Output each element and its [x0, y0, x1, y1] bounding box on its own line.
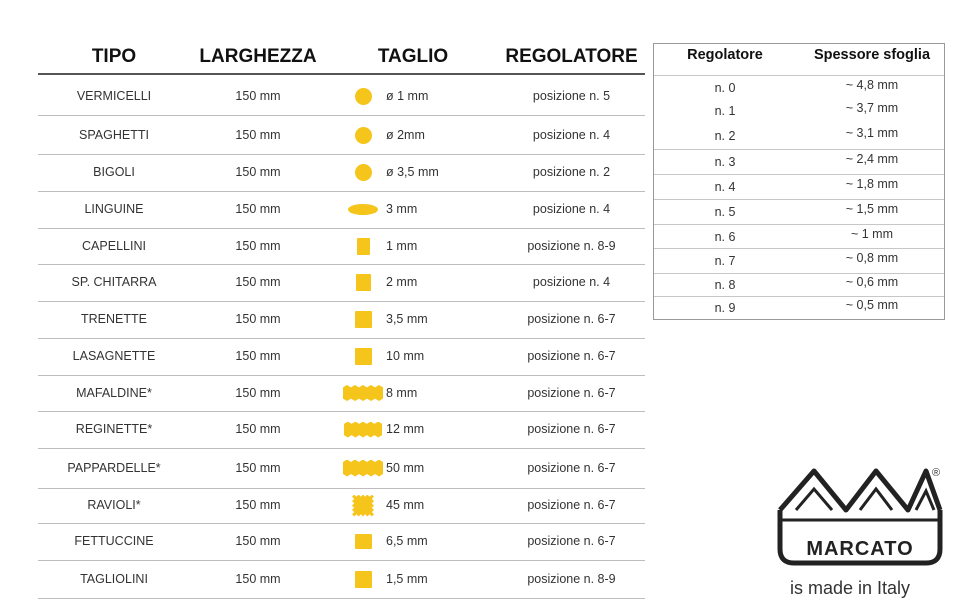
thickness-row	[654, 248, 944, 274]
regulator-position: posizione n. 6-7	[527, 498, 616, 512]
sheet-thickness: ~ 3,1 mm	[845, 126, 899, 140]
sheet-thickness: ~ 0,6 mm	[845, 275, 899, 289]
regulator-position: posizione n. 6-7	[527, 386, 616, 400]
pasta-type: PAPPARDELLE*	[67, 461, 161, 475]
cut-size: ø 3,5 mm	[386, 165, 439, 179]
regulator-number: n. 5	[714, 205, 736, 219]
cut-size: ø 1 mm	[386, 89, 429, 103]
cut-size: 2 mm	[386, 275, 418, 289]
table-row	[38, 228, 645, 265]
pasta-type: SPAGHETTI	[79, 128, 149, 142]
cut-shape-cell	[338, 488, 388, 523]
table-row	[38, 560, 645, 599]
cut-shape-cell	[338, 228, 388, 264]
cut-shape-cell	[338, 264, 388, 301]
regulator-position: posizione n. 4	[532, 128, 611, 142]
sheet-thickness: ~ 0,5 mm	[845, 298, 899, 312]
square-icon	[357, 238, 370, 255]
cut-shape-cell	[338, 448, 388, 488]
cut-shape-cell	[338, 117, 388, 154]
sheet-thickness: ~ 4,8 mm	[845, 78, 899, 92]
regulator-position: posizione n. 6-7	[527, 349, 616, 363]
wavy-strip-icon	[343, 385, 383, 401]
pasta-type: LASAGNETTE	[72, 349, 156, 363]
square-icon	[355, 534, 372, 549]
pasta-width: 150 mm	[235, 128, 281, 142]
header-divider	[38, 73, 645, 75]
regulator-position: posizione n. 2	[532, 165, 611, 179]
pasta-type: BIGOLI	[93, 165, 135, 179]
regulator-number: n. 3	[714, 155, 736, 169]
cut-shape-cell	[338, 191, 388, 228]
table-row	[38, 191, 645, 229]
cut-size: 6,5 mm	[386, 534, 428, 548]
table-row	[38, 301, 645, 339]
cut-size: 10 mm	[386, 349, 425, 363]
regulator-position: posizione n. 8-9	[527, 572, 616, 586]
cut-size: 45 mm	[386, 498, 425, 512]
regulator-position: posizione n. 5	[532, 89, 611, 103]
regulator-position: posizione n. 8-9	[527, 239, 616, 253]
table-row	[38, 77, 645, 116]
brand-tagline: is made in Italy	[790, 578, 911, 598]
table-row	[38, 154, 645, 192]
header-taglio: TAGLIO	[377, 46, 449, 67]
table-row	[38, 488, 645, 524]
pasta-type: TRENETTE	[81, 312, 147, 326]
regulator-position: posizione n. 4	[532, 202, 611, 216]
wavy-strip-icon	[344, 422, 382, 438]
cut-shape-cell	[338, 560, 388, 598]
wavy-strip-icon	[343, 460, 383, 477]
circle-icon	[355, 164, 372, 181]
cut-shape-cell	[338, 338, 388, 375]
thickness-row	[654, 149, 944, 175]
cut-shape-cell	[338, 154, 388, 191]
header-regolatore: REGOLATORE	[505, 46, 638, 67]
table-row	[38, 523, 645, 561]
cut-size: 12 mm	[386, 422, 425, 436]
pasta-type: FETTUCCINE	[74, 534, 154, 548]
square-icon	[356, 274, 371, 291]
pasta-type: CAPELLINI	[82, 239, 146, 253]
table-row	[38, 264, 645, 302]
thickness-row	[654, 75, 944, 100]
pasta-width: 150 mm	[235, 89, 281, 103]
cut-size: ø 2mm	[386, 128, 425, 142]
cut-shape-cell	[338, 375, 388, 411]
regulator-number: n. 6	[714, 230, 736, 244]
circle-icon	[355, 88, 372, 105]
table-row	[38, 338, 645, 376]
regulator-number: n. 8	[714, 278, 736, 292]
thickness-row	[654, 273, 944, 297]
cut-size: 8 mm	[386, 386, 418, 400]
sheet-thickness: ~ 3,7 mm	[845, 101, 899, 115]
sheet-thickness: ~ 1,8 mm	[845, 177, 899, 191]
sheet-thickness: ~ 1,5 mm	[845, 202, 899, 216]
regulator-number: n. 2	[714, 129, 736, 143]
ellipse-icon	[348, 204, 378, 215]
pasta-type: SP. CHITARRA	[71, 275, 157, 289]
cut-shape-cell	[338, 523, 388, 560]
pasta-width: 150 mm	[235, 202, 281, 216]
square-icon	[355, 311, 372, 328]
sheet-thickness: ~ 2,4 mm	[845, 152, 899, 166]
pasta-width: 150 mm	[235, 386, 281, 400]
cut-size: 1,5 mm	[386, 572, 428, 586]
header-larghezza: LARGHEZZA	[199, 46, 317, 67]
regulator-position: posizione n. 6-7	[527, 422, 616, 436]
regulator-number: n. 7	[714, 254, 736, 268]
regulator-position: posizione n. 6-7	[527, 534, 616, 548]
regulator-number: n. 1	[714, 104, 736, 118]
thickness-row	[654, 296, 944, 319]
pasta-width: 150 mm	[235, 461, 281, 475]
pasta-width: 150 mm	[235, 312, 281, 326]
pasta-type: REGINETTE*	[75, 422, 153, 436]
sheet-thickness: ~ 0,8 mm	[845, 251, 899, 265]
pasta-width: 150 mm	[235, 422, 281, 436]
thickness-row	[654, 99, 944, 124]
pasta-width: 150 mm	[235, 534, 281, 548]
header-spessore: Spessore sfoglia	[813, 47, 931, 63]
cut-shape-cell	[338, 411, 388, 448]
table-row	[38, 448, 645, 489]
table-row	[38, 117, 645, 155]
square-icon	[355, 571, 372, 588]
regulator-number: n. 9	[714, 301, 736, 315]
sheet-thickness: ~ 1 mm	[850, 227, 894, 241]
pasta-width: 150 mm	[235, 572, 281, 586]
thickness-row	[654, 199, 944, 225]
pasta-width: 150 mm	[235, 165, 281, 179]
cut-size: 3 mm	[386, 202, 418, 216]
pasta-type: TAGLIOLINI	[80, 572, 148, 586]
registered-mark: ®	[932, 467, 941, 479]
cut-size: 50 mm	[386, 461, 425, 475]
pasta-type: MAFALDINE*	[76, 386, 152, 400]
pasta-width: 150 mm	[235, 275, 281, 289]
cut-size: 1 mm	[386, 239, 418, 253]
brand-name: MARCATO	[806, 538, 914, 560]
table-row	[38, 411, 645, 449]
regulator-position: posizione n. 6-7	[527, 312, 616, 326]
thickness-row	[654, 224, 944, 249]
pasta-width: 150 mm	[235, 498, 281, 512]
thickness-row	[654, 174, 944, 200]
circle-icon	[355, 127, 372, 144]
pasta-width: 150 mm	[235, 349, 281, 363]
pasta-width: 150 mm	[235, 239, 281, 253]
regulator-number: n. 0	[714, 81, 736, 95]
ravioli-icon	[352, 495, 374, 517]
header-regolatore-side: Regolatore	[687, 47, 763, 63]
header-tipo: TIPO	[91, 46, 137, 67]
square-icon	[355, 348, 372, 365]
cut-shape-cell	[338, 77, 388, 115]
regulator-number: n. 4	[714, 180, 736, 194]
cut-size: 3,5 mm	[386, 312, 428, 326]
pasta-type: LINGUINE	[84, 202, 144, 216]
pasta-type: RAVIOLI*	[87, 498, 141, 512]
regulator-position: posizione n. 6-7	[527, 461, 616, 475]
regulator-position: posizione n. 4	[532, 275, 611, 289]
thickness-table	[653, 43, 945, 320]
cut-shape-cell	[338, 301, 388, 338]
marcato-logo	[776, 465, 951, 605]
thickness-row	[654, 124, 944, 149]
pasta-type: VERMICELLI	[76, 89, 152, 103]
table-row	[38, 375, 645, 412]
